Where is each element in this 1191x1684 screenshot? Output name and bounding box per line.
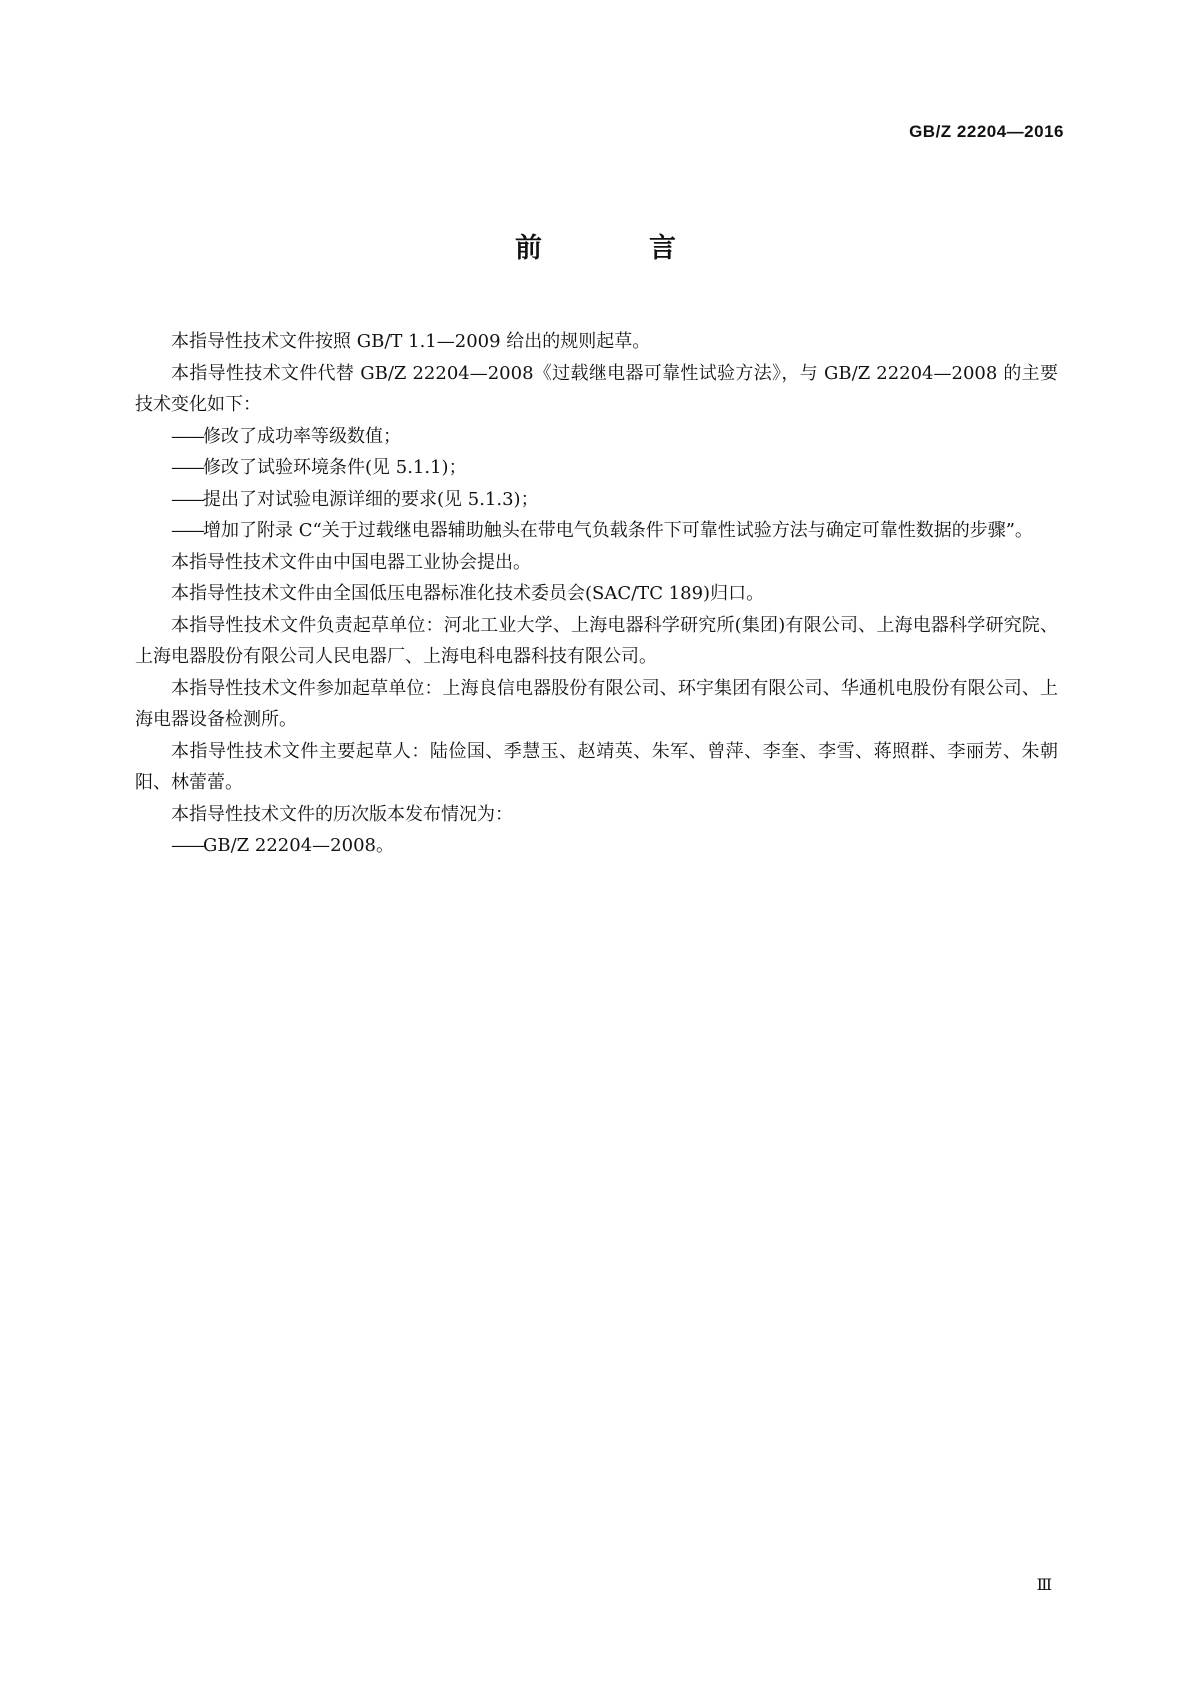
list-item-text: 修改了成功率等级数值； bbox=[203, 425, 401, 447]
list-item-change bbox=[135, 421, 1058, 453]
standard-code: GB/Z 22204—2016 bbox=[909, 122, 1064, 141]
paragraph-replacement: 本指导性技术文件代替 GB/Z 22204—2008《过载继电器可靠性试验方法》，与 GB/Z 22204—2008 的主要技术变化如下： bbox=[135, 362, 1058, 415]
dash-marker: —— bbox=[171, 520, 203, 541]
paragraph-responsible-units: 本指导性技术文件负责起草单位：河北工业大学、上海电器科学研究所(集团)有限公司、上海电器科学研究院、上海电器股份有限公司人民电器厂、上海电科电器科技有限公司。 bbox=[135, 614, 1058, 667]
dash-marker: —— bbox=[171, 488, 203, 510]
list-item-text: GB/Z 22204—2008。 bbox=[203, 835, 394, 856]
page-title: 前 言 bbox=[515, 233, 716, 264]
list-item-text: 修改了试验环境条件(见 5.1.1)； bbox=[203, 457, 467, 478]
list-item-change bbox=[135, 484, 1058, 516]
page-number: Ⅲ bbox=[1036, 1575, 1052, 1594]
dash-marker: —— bbox=[171, 425, 203, 447]
paragraph-drafting-rules: 本指导性技术文件按照 GB/T 1.1—2009 给出的规则起草。 bbox=[171, 331, 651, 352]
paragraph-committee: 本指导性技术文件由全国低压电器标准化技术委员会(SAC/TC 189)归口。 bbox=[171, 583, 765, 604]
dash-marker: —— bbox=[171, 457, 203, 478]
list-item-text: 增加了附录 C“关于过载继电器辅助触头在带电气负载条件下可靠性试验方法与确定可靠性数据的步骤”。 bbox=[203, 520, 1033, 541]
paragraph-participating-units: 本指导性技术文件参加起草单位：上海良信电器股份有限公司、环宇集团有限公司、华通机电股份有限公司、上海电器设备检测所。 bbox=[135, 677, 1058, 730]
foreword-body bbox=[135, 326, 1058, 862]
list-item-text: 提出了对试验电源详细的要求(见 5.1.3)； bbox=[203, 488, 539, 510]
list-item-change bbox=[135, 515, 1058, 547]
dash-marker: —— bbox=[171, 835, 203, 856]
list-item-change bbox=[135, 452, 1058, 484]
paragraph-version-history: 本指导性技术文件的历次版本发布情况为： bbox=[171, 803, 513, 825]
paragraph-drafters: 本指导性技术文件主要起草人：陆俭国、季慧玉、赵靖英、朱军、曾萍、李奎、李雪、蒋照群、李丽芳、朱朝阳、林蕾蕾。 bbox=[135, 740, 1058, 793]
list-item-history bbox=[135, 830, 1058, 862]
paragraph-proposer: 本指导性技术文件由中国电器工业协会提出。 bbox=[171, 551, 531, 573]
